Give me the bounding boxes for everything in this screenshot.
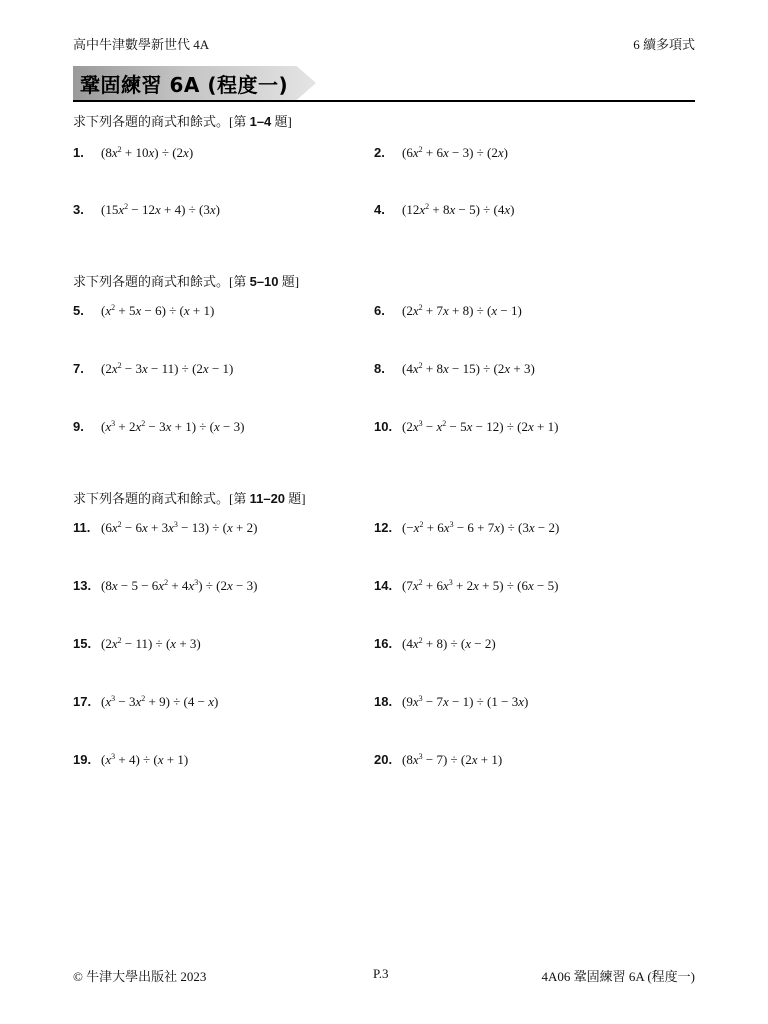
question-expression: $(9x^3 - 7x - 1) \div (1 - 3x)$ [402,694,529,709]
question-expression: $(6x^2 - 6x + 3x^3 - 13) \div (x + 2)$ [101,520,258,535]
question-10 [374,419,558,435]
footer-copyright: © 牛津大學出版社 2023 [73,969,207,984]
instruction-range: 1–4 [249,114,272,129]
question-number: 9. [73,419,84,434]
section-instruction-1 [73,111,292,130]
question-expression: $(2x^3 - x^2 - 5x - 12) \div (2x + 1)$ [402,419,559,434]
question-number: 14. [374,578,393,593]
question-expression: $(7x^2 + 6x^3 + 2x + 5) \div (6x - 5)$ [402,578,559,593]
question-number: 20. [374,752,393,767]
section-instruction-2 [73,271,299,290]
question-number: 11. [73,520,91,535]
question-expression: $(2x^2 - 11) \div (x + 3)$ [101,636,201,651]
question-6 [374,303,522,319]
instruction-suffix: 題] [278,274,300,289]
question-4 [374,202,515,218]
question-number: 4. [374,202,385,217]
question-11 [73,520,257,536]
page-title: 鞏固練習 6A (程度一) [80,73,289,97]
question-number: 12. [374,520,393,535]
question-number: 15. [73,636,92,651]
question-expression: $(8x - 5 - 6x^2 + 4x^3) \div (2x - 3)$ [101,578,258,593]
question-expression: $(x^2 + 5x - 6) \div (x + 1)$ [101,303,215,318]
question-1 [73,145,193,161]
question-number: 17. [73,694,92,709]
question-9 [73,419,244,435]
question-19 [73,752,188,768]
question-expression: $(x^3 + 2x^2 - 3x + 1) \div (x - 3)$ [101,419,245,434]
question-number: 16. [374,636,393,651]
question-20 [374,752,502,768]
instruction-prefix: 求下列各題的商式和餘式。[第 [73,491,250,506]
question-expression: $(2x^2 + 7x + 8) \div (x - 1)$ [402,303,522,318]
question-number: 8. [374,361,385,376]
question-number: 5. [73,303,84,318]
question-expression: $(x^3 - 3x^2 + 9) \div (4 - x)$ [101,694,219,709]
question-16 [374,636,496,652]
instruction-range: 11–20 [249,491,286,506]
instruction-range: 5–10 [249,274,279,289]
question-expression: $(4x^2 + 8) \div (x - 2)$ [402,636,496,651]
question-13 [73,578,257,594]
instruction-prefix: 求下列各題的商式和餘式。[第 [73,274,250,289]
question-number: 6. [374,303,385,318]
question-12 [374,520,559,536]
question-expression: $(4x^2 + 8x - 15) \div (2x + 3)$ [402,361,535,376]
question-expression: $(x^3 + 4) \div (x + 1)$ [101,752,189,767]
question-17 [73,694,218,710]
question-number: 7. [73,361,84,376]
question-expression: $(15x^2 - 12x + 4) \div (3x)$ [101,202,220,217]
instruction-suffix: 題] [271,114,292,129]
question-number: 1. [73,145,84,160]
section-instruction-3 [73,488,306,507]
question-number: 18. [374,694,393,709]
footer-page-number: P.3 [373,966,389,981]
question-2 [374,145,508,161]
instruction-suffix: 題] [285,491,306,506]
question-number: 2. [374,145,385,160]
question-number: 3. [73,202,84,217]
footer-worksheet-code: 4A06 鞏固練習 6A (程度一) [541,969,695,984]
question-7 [73,361,233,377]
question-expression: $(2x^2 - 3x - 11) \div (2x - 1)$ [101,361,234,376]
question-3 [73,202,220,218]
question-14 [374,578,558,594]
title-divider [73,100,695,102]
question-18 [374,694,528,710]
instruction-prefix: 求下列各題的商式和餘式。[第 [73,114,250,129]
question-expression: $(12x^2 + 8x - 5) \div (4x)$ [402,202,515,217]
question-number: 10. [374,419,393,434]
question-number: 19. [73,752,92,767]
question-expression: $(6x^2 + 6x - 3) \div (2x)$ [402,145,508,160]
header-chapter: 6 續多項式 [633,37,695,52]
question-expression: $(8x^2 + 10x) \div (2x)$ [101,145,194,160]
question-5 [73,303,214,319]
question-8 [374,361,535,377]
question-expression: $(8x^3 - 7) \div (2x + 1)$ [402,752,503,767]
question-15 [73,636,201,652]
question-number: 13. [73,578,92,593]
header-book-title: 高中牛津數學新世代 4A [73,37,210,52]
question-expression: $(-x^2 + 6x^3 - 6 + 7x) \div (3x - 2)$ [402,520,560,535]
